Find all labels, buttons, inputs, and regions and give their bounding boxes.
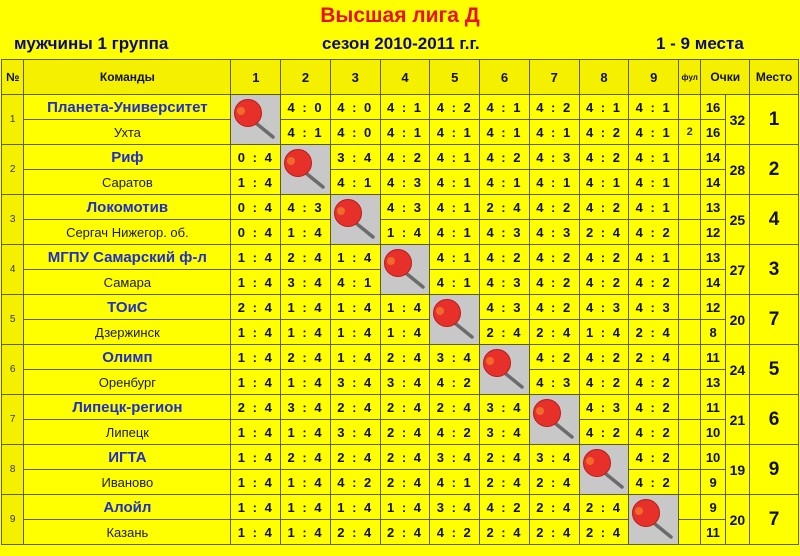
score-cell: 1 : 4: [380, 220, 430, 245]
table-row-second-leg: [2, 370, 799, 395]
team-name: Алойл: [24, 495, 231, 520]
score-cell: 2 : 4: [281, 245, 331, 270]
score-cell: 1 : 4: [281, 370, 331, 395]
table-tennis-paddle-icon: [482, 348, 526, 390]
score-cell: 4 : 3: [579, 395, 629, 420]
season-label: сезон 2010-2011 г.г.: [322, 34, 480, 53]
score-cell: 4 : 2: [480, 145, 530, 170]
table-row: [2, 345, 799, 370]
forfeit-cell: [679, 420, 701, 445]
score-cell: 1 : 4: [380, 495, 430, 520]
table-row: [2, 445, 799, 470]
self-match-cell: [231, 95, 281, 145]
team-city: Самара: [24, 270, 231, 295]
score-cell: 4 : 3: [480, 220, 530, 245]
team-name: Липецк-регион: [24, 395, 231, 420]
header-place: Место: [750, 60, 799, 95]
header-col-8: 8: [579, 60, 629, 95]
score-cell: 4 : 2: [430, 370, 480, 395]
score-cell: 4 : 1: [430, 245, 480, 270]
forfeit-cell: [679, 495, 701, 520]
score-cell: 2 : 4: [380, 520, 430, 545]
forfeit-cell: [679, 320, 701, 345]
score-cell: 2 : 4: [480, 195, 530, 220]
team-name: МГПУ Самарский ф-л: [24, 245, 231, 270]
header-fu: фул: [679, 60, 701, 95]
score-cell: 4 : 3: [629, 295, 679, 320]
score-cell: 2 : 4: [529, 470, 579, 495]
score-cell: 4 : 1: [480, 120, 530, 145]
leg-points: 11: [701, 345, 725, 370]
leg-points: 10: [701, 445, 725, 470]
leg-points: 11: [701, 520, 725, 545]
header-col-2: 2: [281, 60, 331, 95]
forfeit-cell: [679, 470, 701, 495]
score-cell: 4 : 1: [529, 170, 579, 195]
table-tennis-paddle-icon: [283, 148, 327, 190]
score-cell: 1 : 4: [231, 495, 281, 520]
table-row: [2, 195, 799, 220]
header-col-7: 7: [529, 60, 579, 95]
header-col-3: 3: [330, 60, 380, 95]
leg-points: 16: [701, 95, 725, 120]
score-cell: 3 : 4: [480, 420, 530, 445]
score-cell: 3 : 4: [330, 145, 380, 170]
forfeit-cell: [679, 245, 701, 270]
score-cell: 2 : 4: [380, 395, 430, 420]
score-cell: 2 : 4: [480, 445, 530, 470]
score-cell: 2 : 4: [629, 320, 679, 345]
table-row: [2, 95, 799, 120]
score-cell: 1 : 4: [330, 295, 380, 320]
score-cell: 2 : 4: [281, 345, 331, 370]
team-name: Планета-Университет: [24, 95, 231, 120]
final-place: 3: [750, 245, 799, 295]
table-row: [2, 245, 799, 270]
score-cell: 2 : 4: [529, 320, 579, 345]
score-cell: 4 : 1: [430, 195, 480, 220]
score-cell: 2 : 4: [330, 445, 380, 470]
score-cell: 4 : 3: [380, 170, 430, 195]
score-cell: 4 : 1: [430, 120, 480, 145]
team-city: Липецк: [24, 420, 231, 445]
leg-points: 14: [701, 145, 725, 170]
score-cell: 3 : 4: [430, 495, 480, 520]
row-number: 7: [2, 395, 24, 445]
score-cell: 2 : 4: [380, 445, 430, 470]
score-cell: 2 : 4: [579, 495, 629, 520]
forfeit-cell: [679, 95, 701, 120]
row-number: 5: [2, 295, 24, 345]
self-match-cell: [330, 195, 380, 245]
table-tennis-paddle-icon: [532, 398, 576, 440]
score-cell: 4 : 2: [629, 420, 679, 445]
team-city: Казань: [24, 520, 231, 545]
final-place: 7: [750, 495, 799, 545]
score-cell: 4 : 2: [579, 195, 629, 220]
score-cell: 4 : 2: [629, 395, 679, 420]
score-cell: 2 : 4: [330, 520, 380, 545]
score-cell: 1 : 4: [380, 295, 430, 320]
score-cell: 4 : 1: [480, 95, 530, 120]
score-cell: 4 : 1: [579, 95, 629, 120]
forfeit-cell: [679, 345, 701, 370]
score-cell: 4 : 2: [480, 245, 530, 270]
score-cell: 4 : 1: [430, 170, 480, 195]
score-cell: 4 : 2: [480, 495, 530, 520]
score-cell: 1 : 4: [380, 320, 430, 345]
total-points: 27: [725, 245, 749, 295]
table-row-second-leg: [2, 120, 799, 145]
self-match-cell: [430, 295, 480, 345]
score-cell: 4 : 2: [579, 245, 629, 270]
forfeit-cell: [679, 445, 701, 470]
score-cell: 4 : 2: [629, 220, 679, 245]
leg-points: 13: [701, 245, 725, 270]
table-row-second-leg: [2, 470, 799, 495]
score-cell: 4 : 1: [579, 170, 629, 195]
score-cell: 4 : 1: [629, 120, 679, 145]
leg-points: 14: [701, 170, 725, 195]
final-place: 2: [750, 145, 799, 195]
score-cell: 0 : 4: [231, 195, 281, 220]
table-row-second-leg: [2, 520, 799, 545]
score-cell: 4 : 2: [579, 120, 629, 145]
score-cell: 3 : 4: [480, 395, 530, 420]
team-name: Олимп: [24, 345, 231, 370]
leg-points: 9: [701, 470, 725, 495]
score-cell: 4 : 1: [480, 170, 530, 195]
score-cell: 4 : 2: [579, 420, 629, 445]
total-points: 32: [725, 95, 749, 145]
table-row: [2, 145, 799, 170]
score-cell: 1 : 4: [231, 470, 281, 495]
score-cell: 1 : 4: [231, 445, 281, 470]
places-label: 1 - 9 места: [656, 34, 744, 53]
final-place: 6: [750, 395, 799, 445]
score-cell: 4 : 2: [629, 370, 679, 395]
self-match-cell: [380, 245, 430, 295]
total-points: 19: [725, 445, 749, 495]
score-cell: 4 : 2: [529, 345, 579, 370]
team-city: Сергач Нижегор. об.: [24, 220, 231, 245]
team-city: Иваново: [24, 470, 231, 495]
score-cell: 4 : 2: [629, 470, 679, 495]
total-points: 21: [725, 395, 749, 445]
score-cell: 4 : 2: [430, 420, 480, 445]
score-cell: 3 : 4: [330, 420, 380, 445]
score-cell: 1 : 4: [330, 245, 380, 270]
forfeit-cell: [679, 520, 701, 545]
score-cell: 2 : 4: [480, 520, 530, 545]
score-cell: 2 : 4: [529, 520, 579, 545]
score-cell: 1 : 4: [231, 270, 281, 295]
score-cell: 1 : 4: [281, 420, 331, 445]
leg-points: 8: [701, 320, 725, 345]
score-cell: 3 : 4: [281, 395, 331, 420]
score-cell: 4 : 1: [430, 145, 480, 170]
row-number: 2: [2, 145, 24, 195]
team-city: Ухта: [24, 120, 231, 145]
score-cell: 4 : 1: [281, 120, 331, 145]
final-place: 9: [750, 445, 799, 495]
row-number: 4: [2, 245, 24, 295]
self-match-cell: [529, 395, 579, 445]
score-cell: 0 : 4: [231, 220, 281, 245]
forfeit-cell: [679, 220, 701, 245]
table-row-second-leg: [2, 170, 799, 195]
score-cell: 4 : 3: [529, 145, 579, 170]
leg-points: 11: [701, 395, 725, 420]
score-cell: 1 : 4: [231, 170, 281, 195]
row-number: 8: [2, 445, 24, 495]
score-cell: 4 : 1: [629, 195, 679, 220]
score-cell: 4 : 1: [430, 470, 480, 495]
score-cell: 2 : 4: [330, 395, 380, 420]
score-cell: 2 : 4: [529, 495, 579, 520]
score-cell: 1 : 4: [231, 370, 281, 395]
score-cell: 2 : 4: [579, 520, 629, 545]
table-tennis-paddle-icon: [233, 98, 277, 140]
score-cell: 4 : 2: [529, 195, 579, 220]
forfeit-cell: 2: [679, 120, 701, 145]
self-match-cell: [480, 345, 530, 395]
score-cell: 1 : 4: [281, 520, 331, 545]
leg-points: 13: [701, 370, 725, 395]
score-cell: 2 : 4: [480, 470, 530, 495]
score-cell: 1 : 4: [281, 320, 331, 345]
header-col-5: 5: [430, 60, 480, 95]
forfeit-cell: [679, 395, 701, 420]
standings-table: [1, 59, 799, 545]
score-cell: 4 : 3: [281, 195, 331, 220]
leg-points: 10: [701, 420, 725, 445]
team-name: ИГТА: [24, 445, 231, 470]
table-tennis-paddle-icon: [333, 198, 377, 240]
forfeit-cell: [679, 145, 701, 170]
score-cell: 4 : 2: [430, 95, 480, 120]
score-cell: 1 : 4: [281, 295, 331, 320]
team-city: Дзержинск: [24, 320, 231, 345]
score-cell: 4 : 1: [330, 270, 380, 295]
score-cell: 1 : 4: [330, 345, 380, 370]
team-name: Локомотив: [24, 195, 231, 220]
score-cell: 4 : 2: [529, 245, 579, 270]
final-place: 1: [750, 95, 799, 145]
score-cell: 2 : 4: [629, 345, 679, 370]
score-cell: 2 : 4: [231, 295, 281, 320]
score-cell: 4 : 2: [529, 295, 579, 320]
table-row: [2, 295, 799, 320]
table-tennis-paddle-icon: [631, 498, 675, 540]
score-cell: 4 : 2: [629, 445, 679, 470]
total-points: 28: [725, 145, 749, 195]
score-cell: 2 : 4: [380, 470, 430, 495]
row-number: 3: [2, 195, 24, 245]
score-cell: 4 : 3: [480, 295, 530, 320]
score-cell: 3 : 4: [430, 345, 480, 370]
score-cell: 4 : 1: [629, 170, 679, 195]
score-cell: 3 : 4: [330, 370, 380, 395]
score-cell: 4 : 1: [330, 170, 380, 195]
score-cell: 4 : 1: [380, 120, 430, 145]
score-cell: 1 : 4: [231, 520, 281, 545]
score-cell: 4 : 1: [629, 245, 679, 270]
final-place: 5: [750, 345, 799, 395]
score-cell: 4 : 1: [529, 120, 579, 145]
score-cell: 4 : 0: [281, 95, 331, 120]
score-cell: 2 : 4: [380, 420, 430, 445]
score-cell: 4 : 1: [629, 145, 679, 170]
table-tennis-paddle-icon: [582, 448, 626, 490]
table-row: [2, 395, 799, 420]
score-cell: 4 : 3: [380, 195, 430, 220]
score-cell: 2 : 4: [281, 445, 331, 470]
score-cell: 1 : 4: [330, 495, 380, 520]
forfeit-cell: [679, 170, 701, 195]
total-points: 20: [725, 495, 749, 545]
leg-points: 16: [701, 120, 725, 145]
team-city: Оренбург: [24, 370, 231, 395]
header-col-4: 4: [380, 60, 430, 95]
score-cell: 3 : 4: [430, 445, 480, 470]
score-cell: 4 : 1: [380, 95, 430, 120]
header-col-9: 9: [629, 60, 679, 95]
score-cell: 4 : 2: [579, 145, 629, 170]
total-points: 25: [725, 195, 749, 245]
score-cell: 4 : 2: [330, 470, 380, 495]
score-cell: 2 : 4: [380, 345, 430, 370]
leg-points: 14: [701, 270, 725, 295]
score-cell: 1 : 4: [281, 495, 331, 520]
total-points: 24: [725, 345, 749, 395]
score-cell: 3 : 4: [380, 370, 430, 395]
team-city: Саратов: [24, 170, 231, 195]
score-cell: 3 : 4: [529, 445, 579, 470]
header-teams: Команды: [24, 60, 231, 95]
score-cell: 2 : 4: [579, 220, 629, 245]
leg-points: 12: [701, 220, 725, 245]
score-cell: 4 : 3: [529, 370, 579, 395]
row-number: 6: [2, 345, 24, 395]
self-match-cell: [579, 445, 629, 495]
score-cell: 1 : 4: [579, 320, 629, 345]
score-cell: 4 : 2: [529, 270, 579, 295]
row-number: 1: [2, 95, 24, 145]
forfeit-cell: [679, 370, 701, 395]
score-cell: 4 : 2: [380, 145, 430, 170]
forfeit-cell: [679, 270, 701, 295]
forfeit-cell: [679, 195, 701, 220]
header-row: [2, 60, 799, 95]
score-cell: 4 : 2: [629, 270, 679, 295]
league-title: Высшая лига Д: [320, 4, 480, 27]
score-cell: 0 : 4: [231, 145, 281, 170]
score-cell: 1 : 4: [281, 470, 331, 495]
score-cell: 1 : 4: [231, 320, 281, 345]
table-tennis-paddle-icon: [383, 248, 427, 290]
score-cell: 4 : 2: [579, 370, 629, 395]
final-place: 4: [750, 195, 799, 245]
score-cell: 4 : 3: [579, 295, 629, 320]
header-points: Очки: [701, 60, 750, 95]
final-place: 7: [750, 295, 799, 345]
table-tennis-paddle-icon: [432, 298, 476, 340]
score-cell: 3 : 4: [281, 270, 331, 295]
table-row: [2, 495, 799, 520]
forfeit-cell: [679, 295, 701, 320]
score-cell: 4 : 1: [629, 95, 679, 120]
score-cell: 1 : 4: [281, 220, 331, 245]
header-num: №: [2, 60, 24, 95]
table-row-second-leg: [2, 220, 799, 245]
score-cell: 4 : 0: [330, 120, 380, 145]
score-cell: 1 : 4: [231, 245, 281, 270]
team-name: ТОиС: [24, 295, 231, 320]
self-match-cell: [281, 145, 331, 195]
score-cell: 2 : 4: [231, 395, 281, 420]
header-col-6: 6: [480, 60, 530, 95]
header-col-1: 1: [231, 60, 281, 95]
score-cell: 4 : 2: [529, 95, 579, 120]
score-cell: 4 : 1: [430, 220, 480, 245]
team-name: Риф: [24, 145, 231, 170]
score-cell: 4 : 2: [579, 270, 629, 295]
self-match-cell: [629, 495, 679, 545]
score-cell: 1 : 4: [231, 345, 281, 370]
score-cell: 2 : 4: [480, 320, 530, 345]
score-cell: 4 : 1: [430, 270, 480, 295]
table-row-second-leg: [2, 320, 799, 345]
score-cell: 1 : 4: [231, 420, 281, 445]
score-cell: 1 : 4: [330, 320, 380, 345]
leg-points: 9: [701, 495, 725, 520]
score-cell: 4 : 2: [579, 345, 629, 370]
total-points: 20: [725, 295, 749, 345]
row-number: 9: [2, 495, 24, 545]
score-cell: 2 : 4: [430, 395, 480, 420]
leg-points: 13: [701, 195, 725, 220]
score-cell: 4 : 3: [529, 220, 579, 245]
score-cell: 4 : 0: [330, 95, 380, 120]
score-cell: 4 : 3: [480, 270, 530, 295]
score-cell: 4 : 2: [430, 520, 480, 545]
leg-points: 12: [701, 295, 725, 320]
group-label: мужчины 1 группа: [14, 34, 169, 53]
table-row-second-leg: [2, 420, 799, 445]
